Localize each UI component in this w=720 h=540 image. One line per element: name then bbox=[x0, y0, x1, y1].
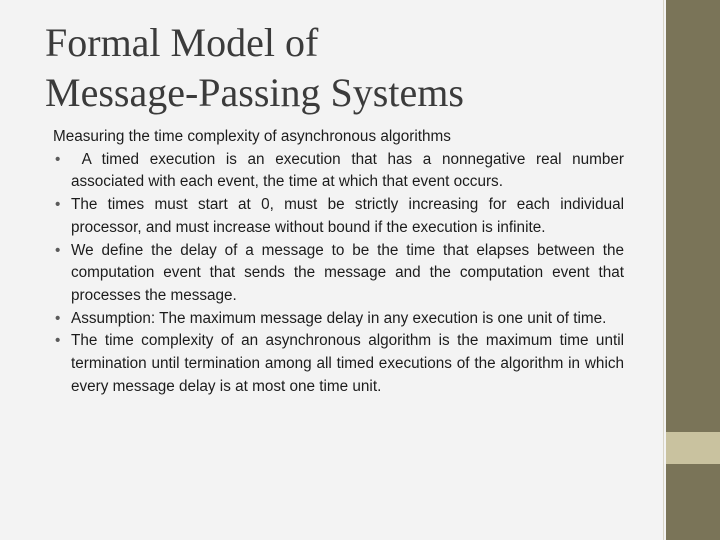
bullet-item bbox=[53, 330, 624, 398]
subheading: Measuring the time complexity of asynchronous algorithms bbox=[53, 128, 451, 145]
side-accent-block bbox=[666, 432, 720, 464]
bullet-icon: • bbox=[55, 241, 61, 259]
bullet-item bbox=[53, 149, 629, 194]
bullet-icon: • bbox=[55, 309, 61, 327]
bullet-item bbox=[53, 240, 624, 308]
slide-title bbox=[45, 18, 645, 118]
bullet-icon: • bbox=[55, 150, 61, 168]
title-line-1: Formal Model of bbox=[45, 20, 319, 65]
bullet-list bbox=[53, 149, 629, 399]
slide-body bbox=[53, 126, 629, 398]
bullet-item bbox=[53, 194, 624, 239]
title-line-2: Message-Passing Systems bbox=[45, 70, 464, 115]
bullet-text: The times must start at 0, must be strictly increasing for each individual processor, and must increase without bound if the execution is infinite. bbox=[71, 196, 624, 236]
bullet-icon: • bbox=[55, 332, 61, 350]
bullet-text: A timed execution is an execution that has a nonnegative real number associated with each event, the time at which that event occurs. bbox=[71, 150, 629, 191]
side-divider bbox=[663, 0, 664, 540]
bullet-text: We define the delay of a message to be the time that elapses between the computation event that sends the message and the computation event that processes the message. bbox=[71, 241, 624, 304]
bullet-text: Assumption: The maximum message delay in any execution is one unit of time. bbox=[71, 309, 607, 327]
bullet-item bbox=[53, 308, 624, 331]
bullet-icon: • bbox=[55, 196, 61, 214]
bullet-text: The time complexity of an asynchronous algorithm is the maximum time until termination until termination among all timed executions of the algorithm in which every message delay is at most one time unit. bbox=[71, 332, 624, 395]
